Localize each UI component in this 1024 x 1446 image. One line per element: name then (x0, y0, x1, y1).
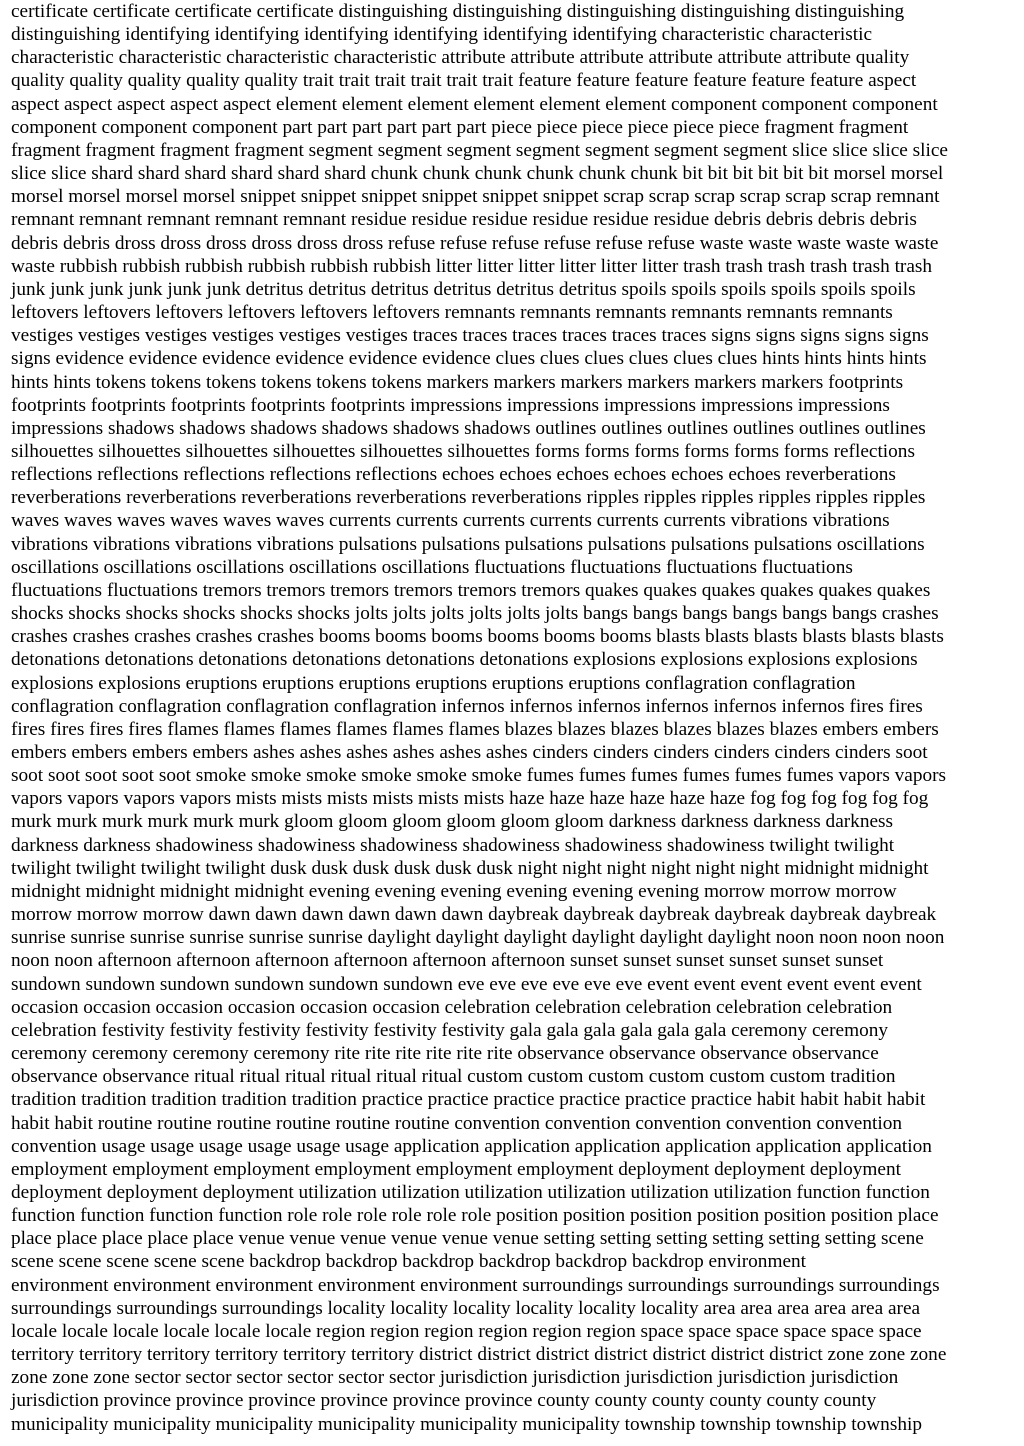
text-line: morsel morsel morsel morsel snippet snippet snippet snippet snippet snippet scrap scrap scrap scrap scrap scrap remnant (11, 186, 940, 208)
text-line: remnant remnant remnant remnant remnant residue residue residue residue residue residue debris debris debris debris (11, 209, 917, 231)
text-line: vibrations vibrations vibrations vibrations pulsations pulsations pulsations pulsations pulsations pulsations oscillations (11, 533, 925, 555)
text-line: ceremony ceremony ceremony ceremony rite rite rite rite rite rite observance observance observance observance (11, 1043, 879, 1065)
text-line: municipality municipality municipality municipality municipality municipality township township township township (11, 1413, 922, 1435)
text-line: vestiges vestiges vestiges vestiges vestiges vestiges traces traces traces traces traces traces signs signs signs signs signs (11, 325, 929, 347)
text-line: habit habit routine routine routine routine routine routine convention convention convention convention convention (11, 1112, 903, 1134)
text-line: vapors vapors vapors vapors mists mists mists mists mists mists haze haze haze haze haze haze fog fog fog fog fog fog (11, 788, 929, 810)
text-line: deployment deployment deployment utilization utilization utilization utilization utilization utilization function function (11, 1181, 930, 1203)
text-line: noon noon afternoon afternoon afternoon afternoon afternoon afternoon sunset sunset sunset sunset sunset sunset (11, 950, 884, 972)
text-line: fragment fragment fragment fragment segment segment segment segment segment segment segment slice slice slice slice (11, 139, 948, 161)
text-line: sundown sundown sundown sundown sundown sundown eve eve eve eve eve eve event event event event event event (11, 973, 922, 995)
text-line: detonations detonations detonations detonations detonations detonations explosions explosions explosions explosions (11, 649, 918, 671)
text-line: murk murk murk murk murk murk gloom gloom gloom gloom gloom gloom darkness darkness darkness darkness (11, 811, 894, 833)
text-line: shocks shocks shocks shocks shocks shocks jolts jolts jolts jolts jolts jolts bangs bangs bangs bangs bangs bangs crashes (11, 603, 939, 625)
text-line: crashes crashes crashes crashes crashes booms booms booms booms booms booms blasts blasts blasts blasts blasts blasts (11, 626, 944, 648)
text-line: reverberations reverberations reverberations reverberations reverberations ripples ripples ripples ripples ripples ripples (11, 487, 926, 509)
text-line: jurisdiction province province province province province province county county county county county county (11, 1390, 877, 1412)
text-line: convention usage usage usage usage usage usage application application application application application application (11, 1135, 932, 1157)
text-line: employment employment employment employment employment employment deployment deployment deployment (11, 1158, 901, 1180)
text-line: twilight twilight twilight twilight dusk dusk dusk dusk dusk dusk night night night night night night midnight midnight (11, 857, 929, 879)
text-line: celebration festivity festivity festivity festivity festivity festivity gala gala gala gala gala gala ceremony ceremony (11, 1019, 888, 1041)
text-line: territory territory territory territory territory territory district district district district district district district zone zone zone (11, 1344, 947, 1366)
text-line: scene scene scene scene scene backdrop backdrop backdrop backdrop backdrop backdrop environment (11, 1251, 807, 1273)
text-line: place place place place place venue venue venue venue venue venue setting setting setting setting setting setting scene (11, 1228, 924, 1250)
text-line: component component component part part part part part part piece piece piece piece piece piece fragment fragment (11, 116, 909, 138)
text-line: silhouettes silhouettes silhouettes silhouettes silhouettes silhouettes forms forms forms forms forms forms reflections (11, 440, 915, 462)
text-line: waste rubbish rubbish rubbish rubbish rubbish rubbish litter litter litter litter litter litter trash trash trash trash trash trash (11, 255, 933, 277)
text-line: conflagration conflagration conflagration conflagration infernos infernos infernos infernos infernos infernos fires fires (11, 695, 923, 717)
text-line: footprints footprints footprints footprints footprints impressions impressions impressions impressions impressions (11, 394, 890, 416)
text-line: soot soot soot soot soot smoke smoke smoke smoke smoke smoke fumes fumes fumes fumes fumes fumes vapors vapors (11, 765, 947, 787)
text-line: surroundings surroundings surroundings locality locality locality locality locality locality area area area area area area (11, 1297, 921, 1319)
text-line: embers embers embers embers ashes ashes ashes ashes ashes ashes cinders cinders cinders cinders cinders cinders soot (11, 742, 928, 763)
text-line: reflections reflections reflections reflections reflections echoes echoes echoes echoes echoes echoes reverberations (11, 464, 896, 486)
text-line: darkness darkness shadowiness shadowiness shadowiness shadowiness shadowiness shadowiness twilight twilight (11, 834, 895, 856)
text-line: sunrise sunrise sunrise sunrise sunrise sunrise daylight daylight daylight daylight daylight daylight noon noon noon noon (11, 927, 945, 949)
text-line: fires fires fires fires flames flames flames flames flames flames blazes blazes blazes blazes blazes blazes embers embers (11, 718, 939, 740)
text-line: occasion occasion occasion occasion occasion occasion celebration celebration celebration celebration celebration (11, 996, 893, 1018)
text-line: waves waves waves waves waves waves currents currents currents currents currents currents vibrations vibrations (11, 510, 890, 532)
text-line: aspect aspect aspect aspect aspect element element element element element element component component component (11, 93, 938, 115)
text-line: function function function function role role role role role role position position position position position position place (11, 1205, 939, 1227)
text-line: debris debris dross dross dross dross dross dross refuse refuse refuse refuse refuse refuse waste waste waste waste waste (11, 232, 939, 254)
text-line: explosions explosions eruptions eruptions eruptions eruptions eruptions eruptions conflagration conflagration (11, 672, 856, 694)
text-line: slice slice shard shard shard shard shard shard chunk chunk chunk chunk chunk chunk bit bit bit bit bit bit morsel morsel (11, 163, 944, 185)
text-line: signs evidence evidence evidence evidence evidence evidence clues clues clues clues clues clues hints hints hints hints (11, 348, 927, 370)
text-line: junk junk junk junk junk junk detritus detritus detritus detritus detritus detritus spoils spoils spoils spoils spoils spoils (11, 278, 916, 300)
text-line: quality quality quality quality quality trait trait trait trait trait trait feature feature feature feature feature feature aspect (11, 70, 917, 92)
text-line: hints hints tokens tokens tokens tokens tokens tokens markers markers markers markers markers markers footprints (11, 371, 904, 393)
text-line: distinguishing identifying identifying identifying identifying identifying identifying characteristic characteristic (11, 24, 873, 46)
text-line: environment environment environment environment environment surroundings surroundings surroundings surroundings (11, 1274, 940, 1296)
text-line: certificate certificate certificate certificate distinguishing distinguishing distinguishing distinguishing distinguishing (11, 1, 905, 22)
text-line: tradition tradition tradition tradition tradition practice practice practice practice practice practice habit habit habit habit (11, 1089, 926, 1111)
text-line: morrow morrow morrow dawn dawn dawn dawn dawn dawn daybreak daybreak daybreak daybreak daybreak daybreak (11, 904, 937, 926)
text-line: fluctuations fluctuations tremors tremors tremors tremors tremors tremors quakes quakes quakes quakes quakes quakes (11, 579, 931, 601)
text-line: leftovers leftovers leftovers leftovers leftovers leftovers remnants remnants remnants remnants remnants remnants (11, 302, 893, 324)
text-line: midnight midnight midnight midnight evening evening evening evening evening evening morrow morrow morrow (11, 880, 897, 902)
text-line: locale locale locale locale locale locale region region region region region region space space space space space space (11, 1320, 922, 1342)
text-line: impressions shadows shadows shadows shadows shadows shadows outlines outlines outlines outlines outlines outlines (11, 417, 926, 439)
text-line: oscillations oscillations oscillations oscillations oscillations fluctuations fluctuations fluctuations fluctuations (11, 556, 853, 578)
text-line: zone zone zone sector sector sector sector sector sector jurisdiction jurisdiction jurisdiction jurisdiction jurisdiction (11, 1367, 899, 1389)
body-text (11, 0, 1016, 1436)
text-line: characteristic characteristic characteristic characteristic attribute attribute attribute attribute attribute attribute quality (11, 47, 910, 69)
text-line: observance observance ritual ritual ritual ritual ritual ritual custom custom custom custom custom custom tradition (11, 1066, 896, 1088)
